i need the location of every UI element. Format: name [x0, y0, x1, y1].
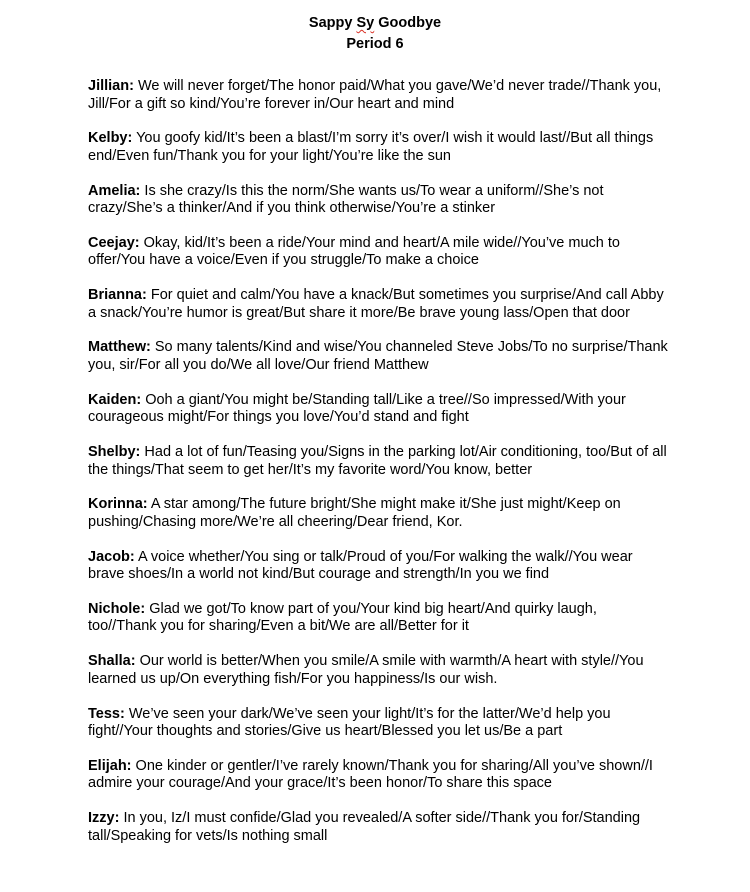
- entry-text: We’ve seen your dark/We’ve seen your light/It’s for the latter/We’d help you fight//Your thoughts and stories/Give us heart/Blessed you let us/Be a part: [88, 705, 611, 740]
- entry-paragraph: [88, 392, 668, 427]
- entry-text: Had a lot of fun/Teasing you/Signs in the parking lot/Air conditioning, too/But of all the things/That seem to get her/It’s my favorite word/You know, better: [88, 444, 667, 478]
- entry-name: Jacob:: [88, 548, 135, 565]
- entry-text: For quiet and calm/You have a knack/But sometimes you surprise/And call Abby a snack/You’re humor is great/But share it more/Be brave young lass/Open that door: [88, 287, 664, 321]
- title-prefix: Sappy: [308, 15, 357, 31]
- entry-text: In you, Iz/I must confide/Glad you revealed/A softer side//Thank you for/Standing tall/Speaking for vets/Is nothing small: [88, 810, 641, 844]
- entry-name: Ceejay:: [88, 234, 140, 251]
- entry-text: Our world is better/When you smile/A smile with warmth/A heart with style//You learned us up/On everything fish/For you happiness/Is our wish.: [88, 653, 644, 687]
- spellcheck-marked-word: Sy: [356, 15, 375, 31]
- entry-name: Kaiden:: [88, 391, 142, 408]
- entry-name: Jillian:: [88, 78, 134, 94]
- entry-text: One kinder or gentler/I’ve rarely known/Thank you for sharing/All you’ve shown//I admire your courage/And your grace/It’s been honor/To share this space: [88, 757, 653, 792]
- entry-paragraph: [88, 549, 668, 584]
- entry-paragraph: [88, 758, 668, 793]
- entry-paragraph: [88, 653, 668, 688]
- entry-name: Izzy:: [88, 810, 120, 827]
- entry-text: You goofy kid/It’s been a blast/I’m sorry it’s over/I wish it would last//But all things end/Even fun/Thank you for your light/You’re like the sun: [88, 130, 654, 164]
- entry-name: Tess:: [88, 705, 125, 722]
- entry-paragraph: [88, 496, 668, 531]
- entries-list: [88, 78, 668, 862]
- entry-text: So many talents/Kind and wise/You channeled Steve Jobs/To no surprise/Thank you, sir/For all you do/We all love/Our friend Matthew: [88, 339, 668, 373]
- entry-name: Korinna:: [88, 496, 148, 513]
- entry-paragraph: [88, 183, 668, 218]
- entry-paragraph: [88, 130, 668, 165]
- entry-text: Is she crazy/Is this the norm/She wants us/To wear a uniform//She’s not crazy/She’s a thinker/And if you think otherwise/You’re a stinker: [88, 182, 604, 217]
- entry-text: Glad we got/To know part of you/Your kind big heart/And quirky laugh, too//Thank you for sharing/Even a bit/We are all/Better for it: [88, 600, 597, 635]
- entry-text: A star among/The future bright/She might make it/She just might/Keep on pushing/Chasing more/We’re all cheering/Dear friend, Kor.: [88, 496, 621, 530]
- entry-paragraph: [88, 78, 668, 113]
- entry-name: Shalla:: [88, 653, 136, 670]
- entry-name: Nichole:: [88, 600, 146, 617]
- entry-name: Brianna:: [88, 287, 147, 304]
- entry-text: We will never forget/The honor paid/What you gave/We’d never trade//Thank you, Jill/For a gift so kind/You’re forever in/Our heart and mind: [88, 78, 662, 112]
- entry-paragraph: [88, 810, 668, 845]
- entry-text: Ooh a giant/You might be/Standing tall/Like a tree//So impressed/With your courageous might/For things you love/You’d stand and fight: [88, 391, 626, 426]
- entry-paragraph: [88, 601, 668, 636]
- entry-paragraph: [88, 444, 668, 479]
- title-suffix: Goodbye: [374, 15, 442, 31]
- entry-paragraph: [88, 287, 668, 322]
- entry-paragraph: [88, 339, 668, 374]
- entry-name: Shelby:: [88, 444, 141, 461]
- document-title: [0, 13, 750, 34]
- document-subtitle: Period 6: [346, 36, 404, 52]
- entry-paragraph: [88, 235, 668, 270]
- entry-text: A voice whether/You sing or talk/Proud of you/For walking the walk//You wear brave shoes/In a world not kind/But courage and strength/In you we find: [88, 548, 633, 583]
- entry-text: Okay, kid/It’s been a ride/Your mind and heart/A mile wide//You’ve much to offer/You have a voice/Even if you struggle/To make a choice: [88, 234, 620, 269]
- entry-paragraph: [88, 706, 668, 741]
- title-block: [0, 13, 750, 55]
- entry-name: Elijah:: [88, 757, 132, 774]
- entry-name: Kelby:: [88, 130, 133, 147]
- entry-name: Matthew:: [88, 339, 151, 356]
- entry-name: Amelia:: [88, 182, 141, 199]
